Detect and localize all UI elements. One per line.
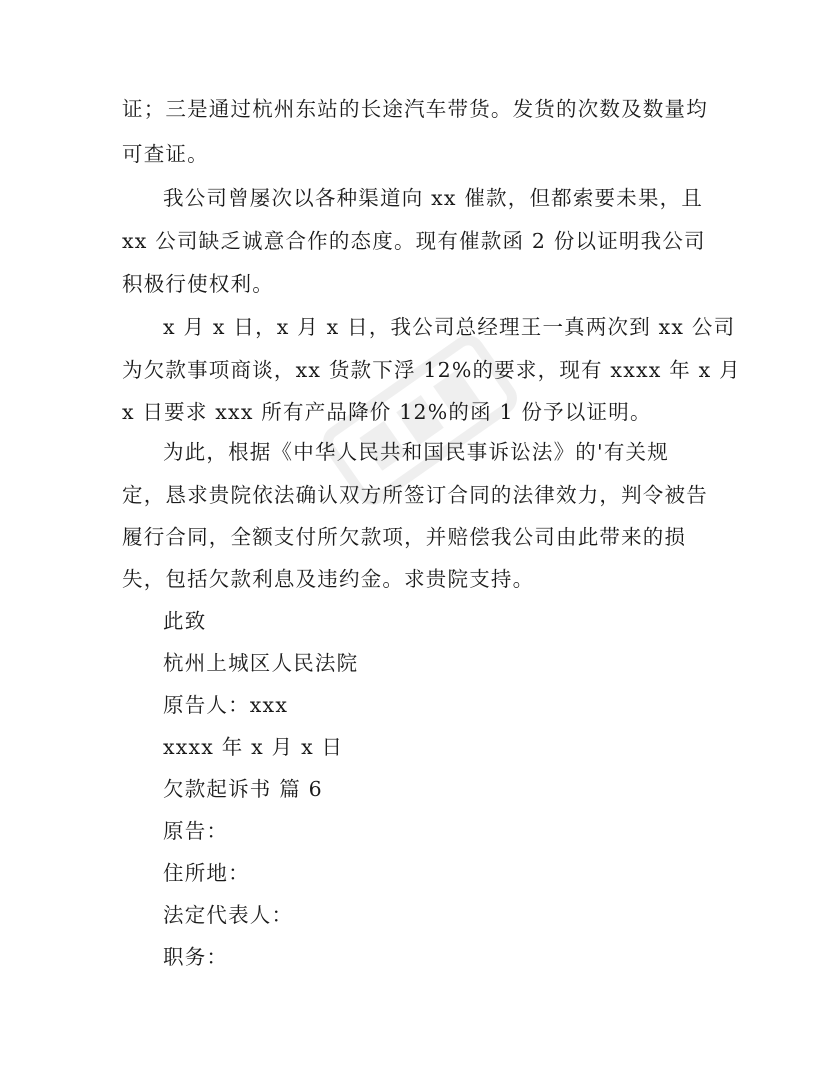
closing-salutation: 此致 [163, 609, 207, 633]
text-line: 为此，根据《中华人民共和国民事诉讼法》的'有关规 [163, 440, 669, 464]
text-line: 可查证。 [122, 142, 209, 166]
address-label: 住所地： [163, 861, 250, 885]
text-line: 我公司曾屡次以各种渠道向 xx 催款，但都索要未果，且 [163, 186, 704, 210]
text-line: 履行合同，全额支付所欠款项，并赔偿我公司由此带来的损 [122, 525, 687, 549]
position-label: 职务： [163, 945, 229, 969]
section-title: 欠款起诉书 篇 6 [163, 777, 323, 801]
text-line: 积极行使权利。 [122, 272, 274, 296]
text-line: 失，包括欠款利息及违约金。求贵院支持。 [122, 567, 535, 591]
text-line: 为欠款事项商谈，xx 货款下浮 12%的要求，现有 xxxx 年 x 月 [122, 358, 741, 382]
text-line: x 日要求 xxx 所有产品降价 12%的函 1 份予以证明。 [122, 400, 652, 424]
text-line: x 月 x 日，x 月 x 日，我公司总经理王一真两次到 xx 公司 [163, 315, 736, 339]
text-line: 证；三是通过杭州东站的长途汽车带货。发货的次数及数量均 [122, 97, 708, 121]
legal-representative-label: 法定代表人： [163, 903, 294, 927]
document-date: xxxx 年 x 月 x 日 [163, 735, 344, 759]
plaintiff-label: 原告： [163, 819, 229, 843]
text-line: xx 公司缺乏诚意合作的态度。现有催款函 2 份以证明我公司 [122, 229, 706, 253]
plaintiff-signature: 原告人：xxx [163, 693, 289, 717]
text-line: 定，恳求贵院依法确认双方所签订合同的法律效力，判令被告 [122, 483, 708, 507]
court-name: 杭州上城区人民法院 [163, 651, 359, 675]
